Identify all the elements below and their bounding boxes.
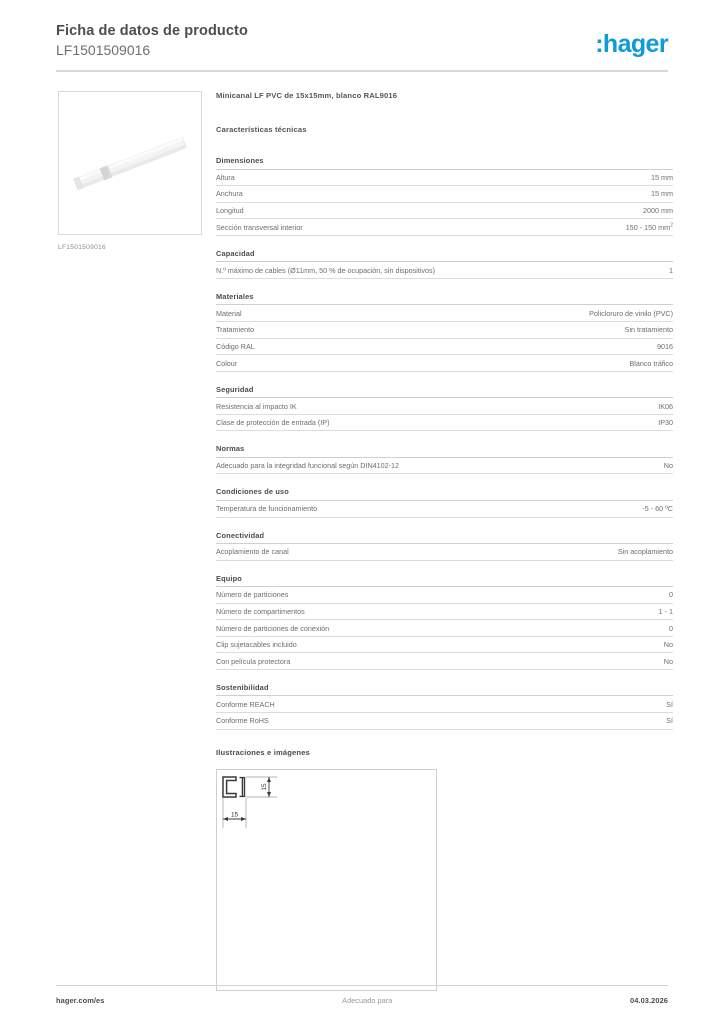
spec-value: No <box>663 461 673 471</box>
spec-group-title: Normas <box>216 444 673 458</box>
spec-row <box>216 355 673 372</box>
spec-row <box>216 203 673 220</box>
spec-row <box>216 262 673 279</box>
spec-group <box>216 683 673 730</box>
spec-label: Tratamiento <box>216 325 255 335</box>
spec-row <box>216 653 673 670</box>
spec-label: Temperatura de funcionamiento <box>216 504 318 514</box>
page-header <box>56 22 668 70</box>
spec-group-title: Condiciones de uso <box>216 487 673 501</box>
spec-label: N.º máximo de cables (Ø11mm, 50 % de ocupación, sin dispositivos) <box>216 265 436 275</box>
spec-value: 0 <box>669 623 673 633</box>
spec-label: Acoplamiento de canal <box>216 547 289 557</box>
spec-row <box>216 587 673 604</box>
spec-group <box>216 444 673 474</box>
spec-group-title: Seguridad <box>216 385 673 399</box>
spec-row <box>216 415 673 432</box>
product-reference: LF1501509016 <box>56 42 151 58</box>
spec-value: 2000 mm <box>643 206 673 216</box>
spec-value-superscript: 2 <box>670 222 673 229</box>
spec-label: Número de particiones <box>216 590 289 600</box>
spec-row <box>216 170 673 187</box>
spec-label: Conforme REACH <box>216 699 275 709</box>
spec-label: Altura <box>216 172 235 182</box>
spec-group-title: Capacidad <box>216 249 673 263</box>
drawing-height-label: 15 <box>261 783 268 791</box>
spec-value: Sí <box>666 699 673 709</box>
drawing-width-label: 15 <box>230 811 239 819</box>
spec-row <box>216 637 673 654</box>
spec-row <box>216 458 673 475</box>
spec-groups-container <box>216 156 673 730</box>
spec-value: 1 <box>669 265 673 275</box>
spec-label: Clip sujetacables incluido <box>216 640 297 650</box>
spec-label: Colour <box>216 358 238 368</box>
spec-value: -5 - 60 ºC <box>642 504 673 514</box>
spec-value <box>626 223 673 232</box>
illustration-frame <box>216 769 437 991</box>
spec-row <box>216 501 673 518</box>
spec-group <box>216 531 673 561</box>
spec-value: IP30 <box>658 418 673 428</box>
spec-row <box>216 322 673 339</box>
spec-label: Adecuado para la integridad funcional según DIN4102-12 <box>216 461 400 471</box>
spec-label: Clase de protección de entrada (IP) <box>216 418 330 428</box>
spec-group-title: Dimensiones <box>216 156 673 170</box>
technical-characteristics-heading: Características técnicas <box>216 125 307 134</box>
spec-label: Código RAL <box>216 341 255 351</box>
footer-date: 04.03.2026 <box>630 996 668 1005</box>
spec-group-title: Equipo <box>216 574 673 588</box>
spec-value: IK06 <box>658 401 673 411</box>
spec-value: Sí <box>666 716 673 726</box>
spec-label: Anchura <box>216 189 243 199</box>
spec-group <box>216 385 673 432</box>
spec-value: 9016 <box>657 341 673 351</box>
spec-value: 0 <box>669 590 673 600</box>
spec-group <box>216 249 673 279</box>
product-photo-column <box>58 91 204 251</box>
spec-row <box>216 604 673 621</box>
product-description: Minicanal LF PVC de 15x15mm, blanco RAL9016 <box>216 91 398 100</box>
product-photo-caption: LF1501509016 <box>58 244 106 251</box>
specifications-column <box>216 91 673 991</box>
spec-row <box>216 544 673 561</box>
spec-label: Con película protectora <box>216 656 291 666</box>
page-title: Ficha de datos de producto <box>56 23 248 39</box>
spec-label: Longitud <box>216 206 244 216</box>
spec-row <box>216 713 673 730</box>
spec-value: No <box>663 640 673 650</box>
spec-row <box>216 219 673 236</box>
spec-group <box>216 292 673 372</box>
spec-group-title: Sostenibilidad <box>216 683 673 697</box>
spec-row <box>216 696 673 713</box>
spec-label: Conforme RoHS <box>216 716 269 726</box>
spec-value: Blanco tráfico <box>629 358 673 368</box>
illustrations-section <box>216 748 673 991</box>
spec-label: Número de particiones de conexión <box>216 623 330 633</box>
spec-value: Policloruro de vinilo (PVC) <box>589 308 673 318</box>
spec-value: Sin tratamiento <box>624 325 673 335</box>
spec-label: Resistencia al impacto IK <box>216 401 297 411</box>
hager-logo: :hager <box>595 30 668 58</box>
footer-website[interactable]: hager.com/es <box>56 996 105 1005</box>
spec-label: Número de compartimentos <box>216 607 305 617</box>
illustrations-title: Ilustraciones e imágenes <box>216 747 310 757</box>
spec-label: Sección transversal interior <box>216 222 303 232</box>
spec-group-title: Conectividad <box>216 531 673 545</box>
product-trunking-image <box>59 92 201 234</box>
spec-label: Material <box>216 308 242 318</box>
spec-value: 15 mm <box>651 189 673 199</box>
spec-group <box>216 156 673 236</box>
spec-row <box>216 398 673 415</box>
footer-divider <box>56 985 668 986</box>
header-divider <box>56 70 668 72</box>
spec-value: 1 - 1 <box>658 607 673 617</box>
spec-value: Sin acoplamiento <box>617 547 673 557</box>
spec-value: 15 mm <box>651 172 673 182</box>
product-photo-frame <box>58 91 202 235</box>
cross-section-drawing <box>217 770 436 990</box>
spec-group <box>216 487 673 517</box>
page-footer <box>56 996 668 1005</box>
spec-row <box>216 620 673 637</box>
spec-group <box>216 574 673 670</box>
spec-value: No <box>663 656 673 666</box>
spec-value-text: 150 - 150 mm <box>625 222 671 232</box>
spec-row <box>216 305 673 322</box>
spec-group-title: Materiales <box>216 292 673 306</box>
spec-row <box>216 339 673 356</box>
footer-note: Adecuado para <box>342 996 393 1005</box>
spec-row <box>216 186 673 203</box>
